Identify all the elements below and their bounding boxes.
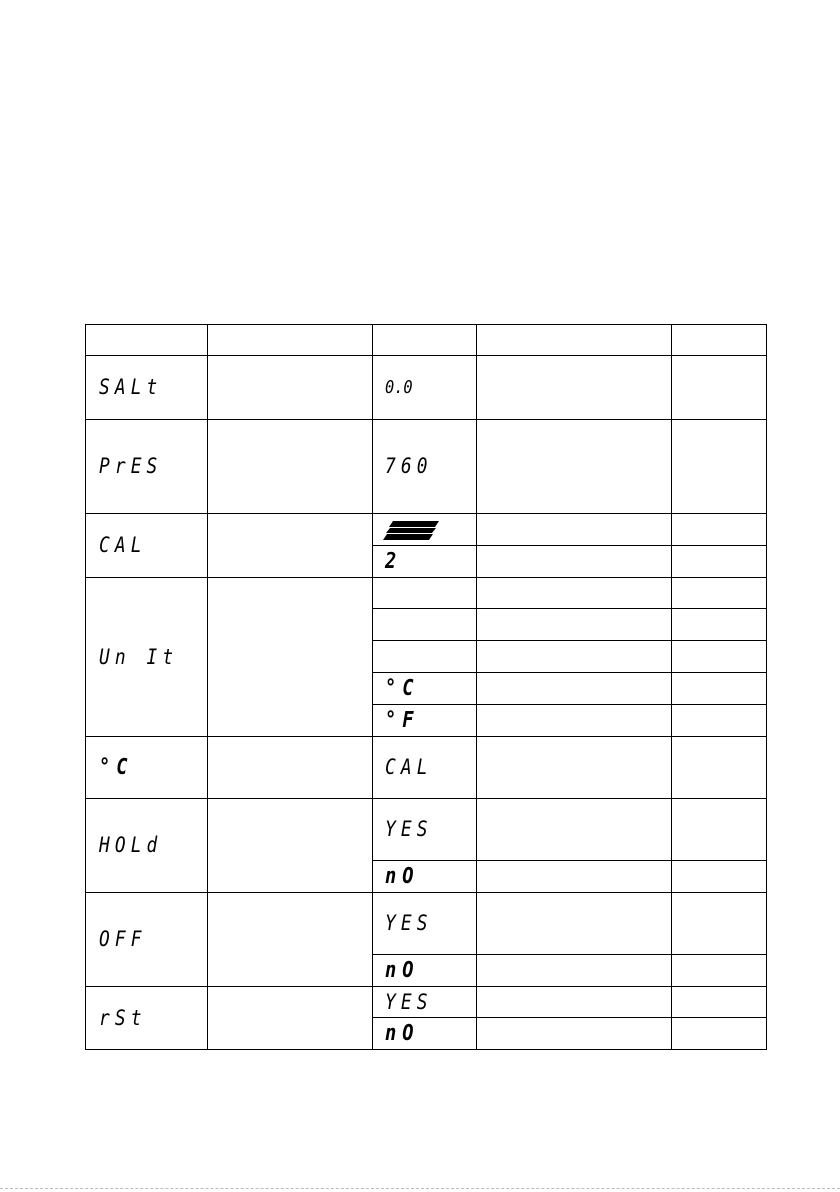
table-row: [86, 420, 767, 514]
lcd-code-off: OFF: [86, 893, 208, 987]
lcd-option-fahrenheit: °F: [373, 705, 477, 737]
description-cell: [477, 641, 672, 673]
lcd-code-unit: Un It: [86, 578, 208, 737]
note-cell: [672, 578, 767, 609]
note-cell: [672, 420, 767, 514]
note-cell: [672, 737, 767, 799]
note-cell: [672, 546, 767, 578]
lcd-option-no: nO: [373, 1018, 477, 1050]
lcd-option-2: 2: [373, 546, 477, 578]
description-cell: [477, 420, 672, 514]
description-cell: [477, 799, 672, 861]
description-cell: [477, 609, 672, 641]
description-cell: [477, 737, 672, 799]
lcd-code-rst: rSt: [86, 987, 208, 1050]
description-cell: [208, 420, 373, 514]
header-cell: [373, 325, 477, 356]
table-header-row: [86, 325, 767, 356]
table-row: [86, 799, 767, 861]
lcd-option-yes: YES: [373, 893, 477, 955]
description-cell: [208, 514, 373, 578]
description-cell: [477, 356, 672, 420]
lcd-code-salt: SALt: [86, 356, 208, 420]
description-cell: [477, 546, 672, 578]
note-cell: [672, 893, 767, 955]
table-row: [86, 356, 767, 420]
settings-menu-table: [85, 324, 767, 1050]
lcd-option-cal: CAL: [373, 737, 477, 799]
lcd-option-stripes: [373, 514, 477, 546]
note-cell: [672, 799, 767, 861]
lcd-option-no: nO: [373, 955, 477, 987]
lcd-option-blank: [373, 641, 477, 673]
page-bottom-divider: [0, 1188, 840, 1190]
lcd-option-default: 0.0: [373, 356, 477, 420]
note-cell: [672, 861, 767, 893]
description-cell: [477, 705, 672, 737]
description-cell: [477, 861, 672, 893]
header-cell: [477, 325, 672, 356]
note-cell: [672, 609, 767, 641]
description-cell: [208, 987, 373, 1050]
description-cell: [208, 737, 373, 799]
note-cell: [672, 356, 767, 420]
description-cell: [477, 987, 672, 1018]
table-row: [86, 514, 767, 546]
description-cell: [208, 356, 373, 420]
lcd-code-pres: PrES: [86, 420, 208, 514]
lcd-code-celsius: °C: [86, 737, 208, 799]
description-cell: [477, 1018, 672, 1050]
note-cell: [672, 955, 767, 987]
lcd-option-blank: [373, 609, 477, 641]
table-row: [86, 737, 767, 799]
table-row: [86, 893, 767, 955]
description-cell: [208, 578, 373, 737]
description-cell: [477, 893, 672, 955]
header-cell: [208, 325, 373, 356]
description-cell: [477, 673, 672, 705]
note-cell: [672, 641, 767, 673]
description-cell: [477, 514, 672, 546]
stripes-icon: [383, 518, 441, 542]
note-cell: [672, 705, 767, 737]
lcd-option-yes: YES: [373, 987, 477, 1018]
lcd-option-yes: YES: [373, 799, 477, 861]
lcd-option-default: 760: [373, 420, 477, 514]
lcd-option-celsius: °C: [373, 673, 477, 705]
note-cell: [672, 673, 767, 705]
header-cell: [86, 325, 208, 356]
table-row: [86, 987, 767, 1018]
note-cell: [672, 987, 767, 1018]
lcd-code-hold: HOLd: [86, 799, 208, 893]
table-row: [86, 578, 767, 609]
description-cell: [208, 799, 373, 893]
note-cell: [672, 514, 767, 546]
description-cell: [477, 578, 672, 609]
lcd-option-no: nO: [373, 861, 477, 893]
lcd-code-cal: CAL: [86, 514, 208, 578]
lcd-option-blank: [373, 578, 477, 609]
header-cell: [672, 325, 767, 356]
description-cell: [477, 955, 672, 987]
description-cell: [208, 893, 373, 987]
note-cell: [672, 1018, 767, 1050]
